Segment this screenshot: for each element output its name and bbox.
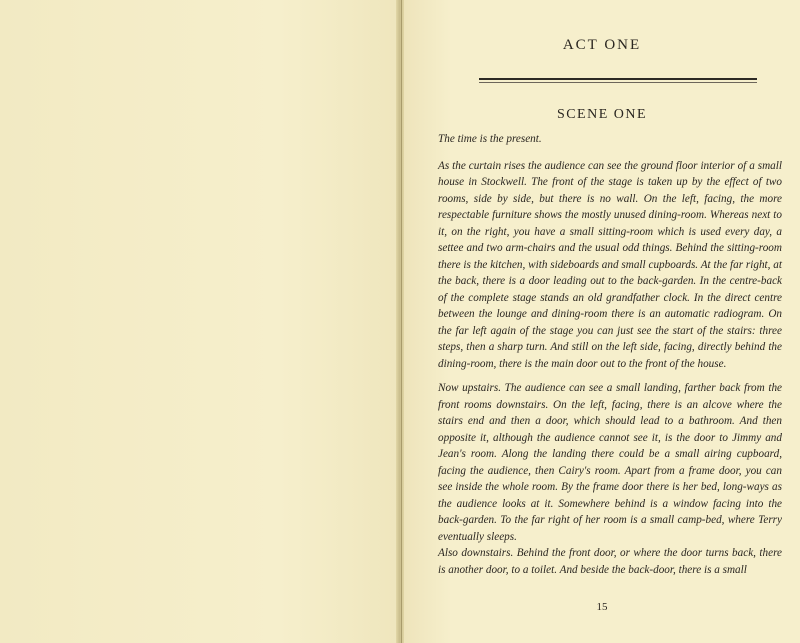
scene-heading: SCENE ONE xyxy=(556,107,648,122)
heading-rule xyxy=(479,78,757,80)
act-heading: ACT ONE xyxy=(562,37,642,53)
left-page-blank xyxy=(0,0,398,643)
paragraph-upstairs: Now upstairs. The audience can see a small landing, farther back from the front rooms downstairs. On the left, facing, there is an alcove where the stairs end and then a door, which should lead to a bathroom. And then opposite it, although the audience cannot see it, is the door to Jimmy and Jean's room. Along the landing there could be a small airing cupboard, facing the audience, then Cairy's room. Apart from a frame door, you can see inside the whole room. By the frame door there is her bed, long-ways as the audience looks at it. Somewhere behind is a window facing into the back-garden. To the far right of her room is a small camp-bed, where Terry eventually sleeps. xyxy=(438,382,782,543)
stage-directions xyxy=(438,131,782,578)
paragraph-time: The time is the present. xyxy=(438,133,542,145)
book-gutter xyxy=(396,0,404,643)
paragraph-downstairs: As the curtain rises the audience can see the ground floor interior of a small house in Stockwell. The front of the stage is taken up by the effect of two rooms, side by side, but there is no wall. On the left, facing, the more respectable furniture shows the mostly unused dining-room. Whereas next to it, on the right, you have a small sitting-room which is used every day, a settee and two arm-chairs and the usual odd things. Behind the sitting-room there is the kitchen, with sideboards and small cupboards. At the far right, at the back, there is a door leading out to the back-garden. In the centre-back of the complete stage stands an old grandfather clock. In the direct centre between the lounge and dining-room there is an automatic radiogram. On the far left again of the stage you can just see the start of the stairs: three steps, then a sharp turn. And still on the left side, facing, directly behind the dining-room, there is the main door out to the front of the house. xyxy=(438,159,782,370)
paragraph-also-downstairs: Also downstairs. Behind the front door, or where the door turns back, there is another door, to a toilet. And beside the back-door, there is a small xyxy=(438,547,782,576)
gutter-line xyxy=(401,0,402,643)
heading-rule-thin xyxy=(479,82,757,83)
right-page xyxy=(404,0,800,643)
page-number: 15 xyxy=(596,601,608,613)
